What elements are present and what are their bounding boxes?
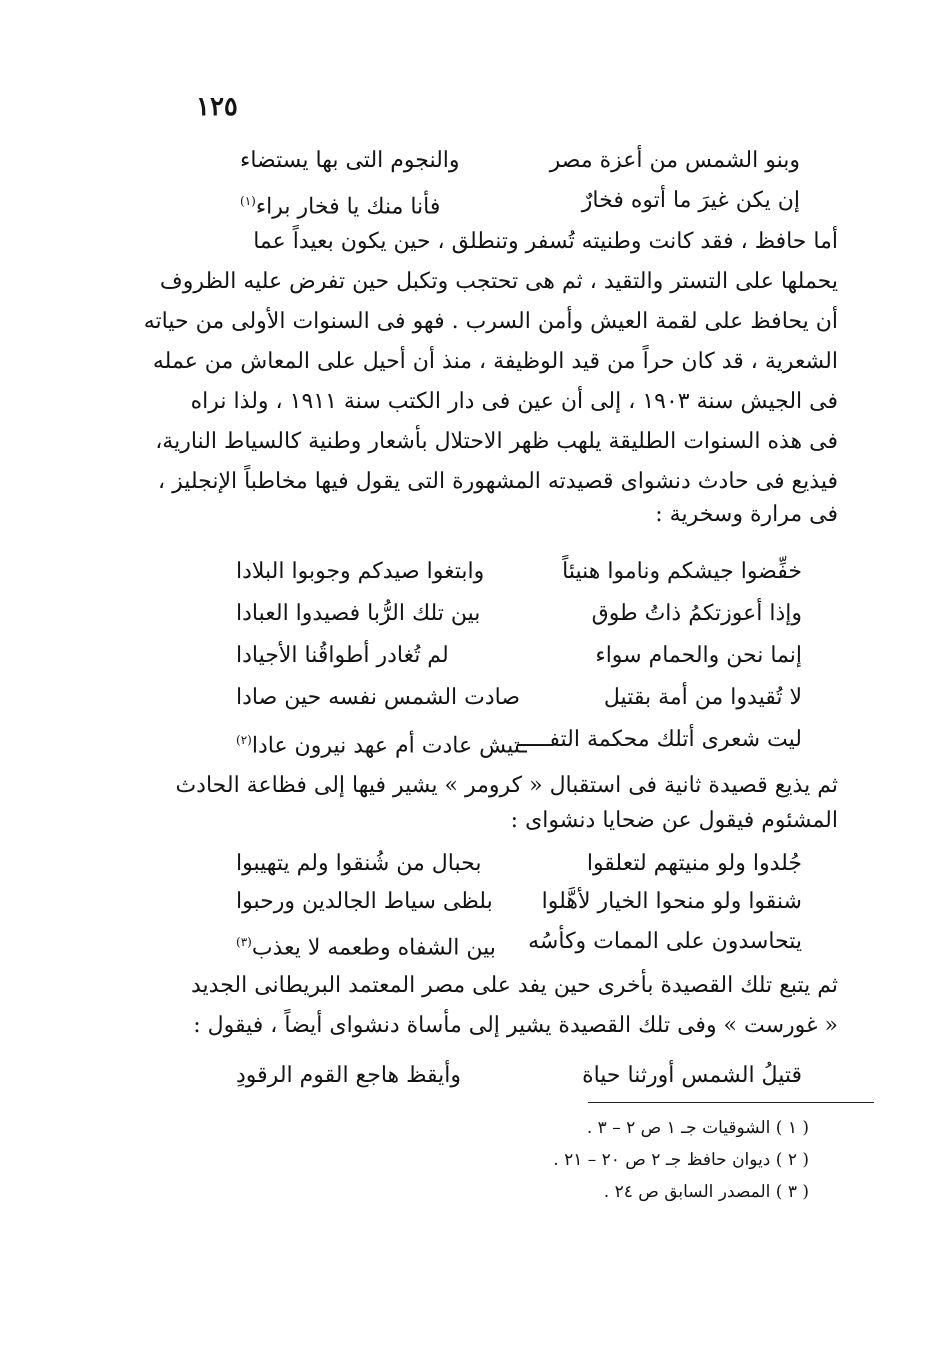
footnote-ref: (١) <box>240 194 256 208</box>
verse-text: فأنا منك يا فخار براء <box>255 194 441 220</box>
verse-line <box>236 724 802 759</box>
verse-hemistich-right: شنقوا ولو منحوا الخيار لأهَّلوا <box>541 889 802 914</box>
verse-line <box>236 926 802 961</box>
verse-text: بين الشفاه وطعمه لا يعذب <box>251 935 496 961</box>
verse-hemistich-left <box>236 926 496 964</box>
verse-hemistich-right: وإذا أعوزتكمُ ذاتُ طوق <box>591 601 802 626</box>
verse-line <box>236 556 802 588</box>
footnote: ( ٢ ) ديوان حافظ جـ ٢ ص ٢٠ – ٢١ . <box>553 1150 809 1170</box>
paragraph-line: أما حافظ ، فقد كانت وطنيته تُسفر وتنطلق ، حين يكون بعيداً عما <box>253 229 838 254</box>
verse-line <box>236 682 802 714</box>
page-number: ١٢٥ <box>196 92 238 122</box>
verse-hemistich-left: لم تُغادر أطواقُنا الأجيادا <box>236 643 449 668</box>
verse-hemistich-left: بين تلك الرُّبا فصيدوا العبادا <box>236 601 481 626</box>
verse-line <box>240 185 800 220</box>
verse-hemistich-right: ليت شعرى أتلك محكمة التفـــــ <box>517 727 802 752</box>
verse-hemistich-right: يتحاسدون على الممات وكأسُه <box>528 929 802 954</box>
verse-line <box>236 886 802 918</box>
footnote: ( ٣ ) المصدر السابق ص ٢٤ . <box>603 1182 809 1202</box>
verse-hemistich-right: وبنو الشمس من أعزة مصر <box>549 148 800 173</box>
verse-hemistich-left <box>236 724 527 762</box>
verse-hemistich-right: خفِّضوا جيشكم وناموا هنيئاً <box>562 559 802 584</box>
paragraph <box>190 966 838 1046</box>
paragraph <box>175 766 838 836</box>
paragraph-line: فى مرارة وسخرية : <box>655 502 838 527</box>
footnote-divider <box>588 1102 874 1103</box>
verse-hemistich-left: صادت الشمس نفسه حين صادا <box>236 685 521 710</box>
verse-line <box>236 598 802 630</box>
verse-line <box>240 145 800 177</box>
verse-hemistich-left: وأيقظ هاجع القوم الرقودِ <box>236 1063 462 1088</box>
paragraph-line: يحملها على التستر والتقيد ، ثم هى تحتجب وتكبل حين تفرض عليه الظروف <box>159 269 838 294</box>
verse-hemistich-left: والنجوم التى بها يستضاء <box>240 148 460 173</box>
paragraph-line: أن يحافظ على لقمة العيش وأمن السرب . فهو فى السنوات الأولى من حياته <box>143 309 838 334</box>
paragraph-line: « غورست » وفى تلك القصيدة يشير إلى مأساة دنشواى أيضاً ، فيقول : <box>193 1013 838 1038</box>
verse-hemistich-right: إن يكن غيرَ ما أتوه فخارٌ <box>581 188 800 213</box>
verse-hemistich-left <box>240 185 440 223</box>
verse-hemistich-right: قتيلُ الشمس أورثنا حياة <box>582 1063 802 1088</box>
footnote-ref: (٢) <box>236 733 252 747</box>
paragraph-line: الشعرية ، قد كان حراً من قيد الوظيفة ، منذ أن أحيل على المعاش من عمله <box>152 349 838 374</box>
footnote-ref: (٣) <box>236 935 252 949</box>
verse-line <box>236 640 802 672</box>
verse-line <box>236 1060 802 1092</box>
verse-hemistich-right: إنما نحن والحمام سواء <box>595 643 802 668</box>
verse-hemistich-right: جُلدوا ولو منيتهم لتعلقوا <box>586 851 802 876</box>
verse-hemistich-right: لا تُقيدوا من أمة بقتيل <box>603 685 802 710</box>
verse-hemistich-left: بلظى سياط الجالدين ورحبوا <box>236 889 493 914</box>
verse-hemistich-left: وابتغوا صيدكم وجوبوا البلادا <box>236 559 485 584</box>
paragraph-line: فيذيع فى حادث دنشواى قصيدته المشهورة التى يقول فيها مخاطباً الإنجليز ، <box>158 469 838 494</box>
verse-text: ـتيش عادت أم عهد نيرون عادا <box>251 733 527 759</box>
footnote: ( ١ ) الشوقيات جـ ١ ص ٢ – ٣ . <box>586 1118 809 1138</box>
paragraph-line: ثم يتبع تلك القصيدة بأخرى حين يفد على مصر المعتمد البريطانى الجديد <box>190 973 838 998</box>
paragraph-line: فى الجيش سنة ١٩٠٣ ، إلى أن عين فى دار الكتب سنة ١٩١١ ، ولذا نراه <box>190 389 838 414</box>
verse-hemistich-left: بحبال من شُنقوا ولم يتهيبوا <box>236 851 482 876</box>
verse-line <box>236 848 802 880</box>
paragraph-line: ثم يذيع قصيدة ثانية فى استقبال « كرومر » يشير فيها إلى فظاعة الحادث <box>175 773 838 798</box>
paragraph <box>143 222 838 528</box>
paragraph-line: المشئوم فيقول عن ضحايا دنشواى : <box>510 808 838 833</box>
paragraph-line: فى هذه السنوات الطليقة يلهب ظهر الاحتلال بأشعار وطنية كالسياط النارية، <box>155 429 838 454</box>
